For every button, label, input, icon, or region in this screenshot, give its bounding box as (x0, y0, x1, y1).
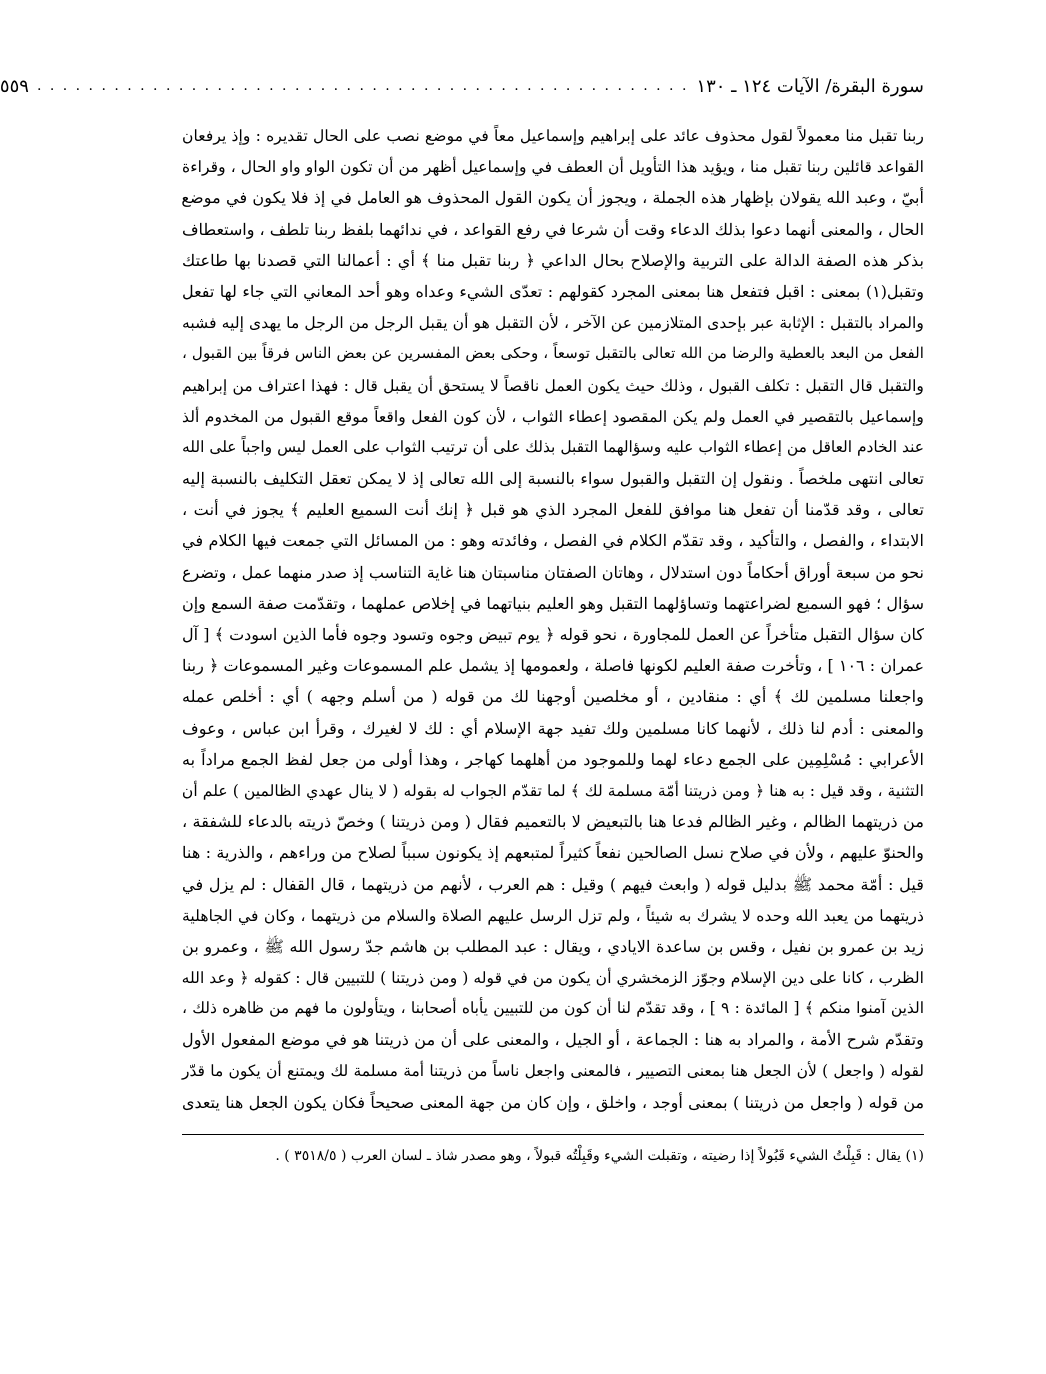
text-line: أبيّ ، وعبد الله يقولان بإظهار هذه الجملة ، ويجوز أن يكون القول المحذوف هو العامل في إذ فلا يكون في موضع (181, 188, 924, 208)
text-line: الأعرابي : مُسْلِمِين على الجمع دعاء لهما وللموجود من أهلهما كهاجر ، وهذا أولى من جعل لفظ الجمع مراداً به (182, 749, 924, 769)
text-line: من قوله ( واجعل من ذريتنا ) بمعنى أوجد ، واخلق ، وإن كان من جهة المعنى صحيحاً فكان يكون الجعل هنا يتعدى (182, 1092, 924, 1112)
running-header (0, 70, 924, 102)
footnote-divider (182, 1134, 924, 1135)
text-line: الحال ، والمعنى أنهما دعوا بذلك الدعاء وقت أن شرعا في رفع القواعد ، في ندائهما بلفظ ربنا تلطف ، واستعطاف (182, 219, 924, 239)
text-line: بذكر هذه الصفة الدالة على التربية والإصلاح بحال الداعي ﴿ ربنا تقبل منا ﴾ أي : أعمالنا التي قصدنا بها طاعتك (182, 250, 924, 270)
text-line: وتقبل(١) بمعنى : اقبل فتفعل هنا بمعنى المجرد كقولهم : تعدّى الشيء وعداه وهو أحد المعاني التي جاء لها تفعل (182, 281, 924, 301)
text-line: والحنوّ عليهم ، ولأن في صلاح نسل الصالحين نفعاً كثيراً لمتبعهم إذ يكونون سبباً لصلاح من وراءهم ، والذرية : هنا (182, 843, 924, 863)
text-line: القواعد قائلين ربنا تقبل منا ، ويؤيد هذا التأويل أن العطف في وإسماعيل أظهر من أن تكون الواو واو الحال ، وقراءة (182, 157, 924, 177)
text-line: الابتداء ، والفصل ، والتأكيد ، وقد تقدّم الكلام في الفصل ، وفائدته وهو : من المسائل التي جمعت فيها الكلام في (182, 531, 924, 551)
text-line: والمراد بالتقبل : الإثابة عبر بإحدى المتلازمين عن الآخر ، لأن التقبل هو أن يقبل الرجل من الرجل ما يهدى إليه فشبه (182, 313, 924, 333)
text-line: والتقبل قال التقبل : تكلف القبول ، وذلك حيث يكون العمل ناقصاً لا يستحق أن يقبل قال : فهذا اعتراف من إبراهيم (182, 375, 924, 395)
text-line: التثنية ، وقد قيل : به هنا ﴿ ومن ذريتنا أمّة مسلمة لك ﴾ لما تقدّم الجواب له بقوله ( لا ينال عهدي الظالمين ) علم أن (181, 780, 924, 800)
text-line: الفعل من البعد بالعطية والرضا من الله تعالى بالتقبل توسعاً ، وحكى بعض المفسرين عن بعض الناس فرقاً بين القبول ، (182, 344, 924, 363)
text-line: الذين آمنوا منكم ﴾ [ المائدة : ٩ ] ، وقد تقدّم لنا أن كون من للتبيين يأباه أصحابنا ، ويتأولون ما فهم من ظاهره ذلك ، (182, 999, 924, 1018)
text-line: ربنا تقبل منا معمولاً لقول محذوف عائد على إبراهيم وإسماعيل معاً في موضع نصب على الحال تقديره : وإذ يرفعان (182, 126, 924, 145)
text-line: كان سؤال التقبل متأخراً عن العمل للمجاورة ، نحو قوله ﴿ يوم تبيض وجوه وتسود وجوه فأما الذين اسودت ﴾ [ آل (182, 625, 924, 644)
text-line: وتقدّم شرح الأمة ، والمراد به هنا : الجماعة ، أو الجيل ، والمعنى على أن من ذريتنا هو في موضع المفعول الأول (182, 1030, 924, 1050)
text-line: عند الخادم العاقل من إعطاء الثواب عليه وسؤالهما التقبل بذلك على أن ترتيب الثواب على العمل ليس واجباً على الله (182, 437, 924, 456)
footnote: (١) يقال : قَبِلْتُ الشيء قَبُولاً إذا رضيته ، وتقبلت الشيء وقَبِلْتُه قبولاً ، وهو مصدر شاذ ـ لسان العرب ( ٣٥١٨/٥ ) . (275, 1148, 924, 1164)
dot-leader: . . . . . . . . . . . . . . . . . . . . . . . . . . . . . . . . . . . . . . . . . . . . . . . . . . . (36, 78, 689, 94)
text-line: قيل : أمّة محمد ﷺ بدليل قوله ( وابعث فيهم ) وقيل : هم العرب ، لأنهم من ذريتهما ، قال القفال : لم يزل في (182, 874, 924, 894)
text-line: من ذريتهما الظالم ، وغير الظالم فدعا هنا بالتبعيض لا بالتعميم فقال ( ومن ذريتنا ) وخصّ ذريته بالدعاء للشفقة ، (182, 812, 924, 832)
text-line: ذريتهما من يعبد الله وحده لا يشرك به شيئاً ، ولم تزل الرسل عليهم الصلاة والسلام من ذريتهما ، وكان في الجاهلية (182, 905, 924, 925)
text-line: تعالى ، وقد قدّمنا أن تفعل هنا موافق للفعل المجرد الذي هو قبل ﴿ إنك أنت السميع العليم ﴾ يجوز في أنت ، (182, 500, 924, 520)
text-line: وإسماعيل بالتقصير في العمل ولم يكن المقصود إعطاء الثواب ، لأن كون الفعل واقعاً موقع القبول من المخدوم ألذ (182, 406, 924, 426)
page-number: ٥٥٩ (0, 75, 29, 97)
body-text (182, 120, 924, 1118)
text-line: الظرب ، كانا على دين الإسلام وجوّز الزمخشري أن يكون من في قوله ( ومن ذريتنا ) للتبيين قال : كقوله ﴿ وعد الله (181, 968, 924, 988)
text-line: تعالى انتهى ملخصاً . ونقول إن التقبل والقبول سواء بالنسبة إلى الله تعالى إذ لا يمكن تعقل التكليف بالنسبة إليه (182, 469, 924, 489)
text-line: نحو من سبعة أوراق أحكاماً دون استدلال ، وهاتان الصفتان مناسبتان هنا غاية التناسب إذ صدر منهما عمل ، وتضرع (182, 562, 924, 582)
text-line: لقوله ( واجعل ) لأن الجعل هنا بمعنى التصيير ، فالمعنى واجعل ناساً من ذريتنا أمة مسلمة لك ويمتنع أن يكون ما قدّر (182, 1061, 924, 1080)
surah-title: سورة البقرة/ الآيات ١٢٤ ـ ١٣٠ (696, 75, 924, 97)
text-line: سؤال ؛ فهو السميع لضراعتهما وتساؤلهما التقبل وهو العليم بنياتهما في إخلاص عملهما ، وتقدّمت صفة السمع وإن (182, 593, 924, 613)
text-line: والمعنى : أدم لنا ذلك ، لأنهما كانا مسلمين ولك تفيد جهة الإسلام أي : لك لا لغيرك ، وقرأ ابن عباس ، وعوف (182, 718, 924, 738)
text-line: واجعلنا مسلمين لك ﴾ أي : منقادين ، أو مخلصين أوجهنا لك من قوله ( من أسلم وجهه ) أي : أخلص عمله (182, 687, 924, 707)
text-line: عمران : ١٠٦ ] ، وتأخرت صفة العليم لكونها فاصلة ، ولعمومها إذ يشمل علم المسموعات وغير المسموعات ﴿ ربنا (182, 656, 925, 676)
page (0, 70, 925, 1167)
text-line: زيد بن عمرو بن نفيل ، وقس بن ساعدة الايادي ، ويقال : عبد المطلب بن هاشم جدّ رسول الله ﷺ ، وعمرو بن (182, 936, 924, 956)
